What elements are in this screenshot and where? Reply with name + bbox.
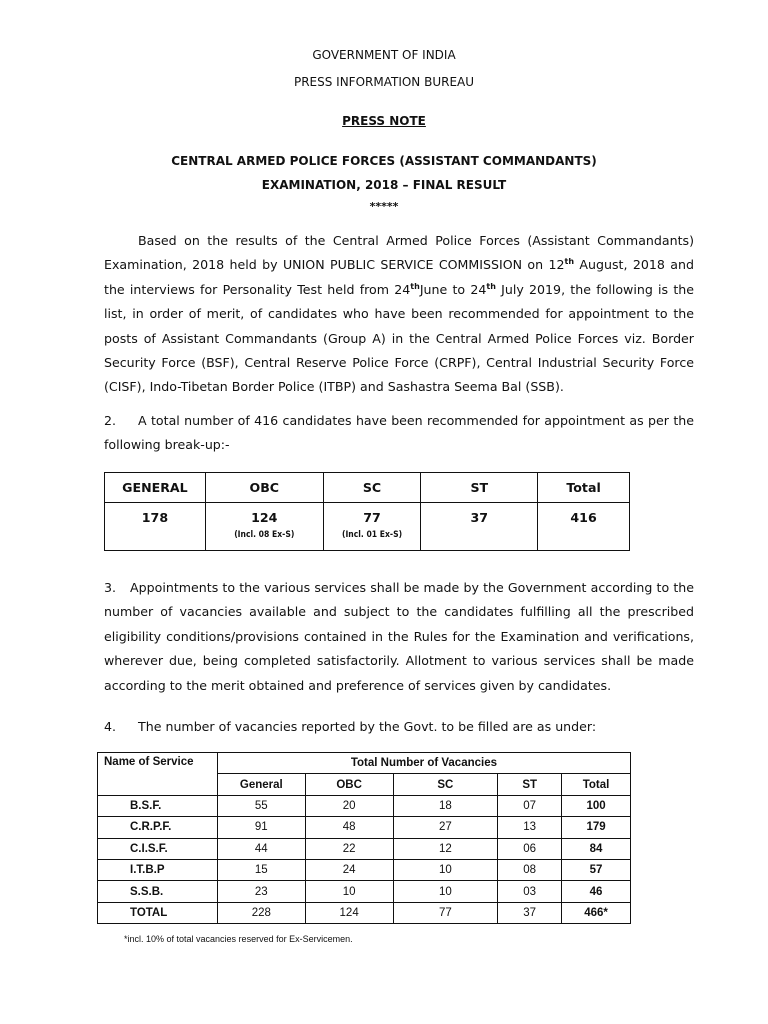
vacancy-total-cell: 46 — [562, 881, 631, 902]
vacancy-cell: 07 — [498, 795, 562, 816]
vacancy-cell: 77 — [393, 902, 498, 923]
vacancy-cell: 15 — [217, 859, 305, 880]
breakup-cell — [323, 503, 421, 551]
table-row — [98, 795, 631, 816]
vacancy-cell: 124 — [305, 902, 393, 923]
superscript-th: th — [410, 281, 420, 291]
superscript-th: th — [486, 281, 496, 291]
vacancy-total-cell: 84 — [562, 838, 631, 859]
service-name: B.S.F. — [98, 795, 218, 816]
breakup-cell — [538, 503, 630, 551]
breakup-table — [104, 472, 630, 551]
vacancy-cell: 06 — [498, 838, 562, 859]
breakup-header-cell: ST — [421, 473, 538, 503]
vacancy-column-header: OBC — [305, 774, 393, 795]
vacancy-cell: 12 — [393, 838, 498, 859]
total-vacancies-header: Total Number of Vacancies — [217, 753, 630, 774]
document-title-line1: CENTRAL ARMED POLICE FORCES (ASSISTANT COMMANDANTS) — [171, 154, 597, 168]
vacancy-column-header: Total — [562, 774, 631, 795]
paragraph-1-part2: August, 2018 and the interviews for Personality Test held from 24 — [104, 257, 695, 297]
service-name: I.T.B.P — [98, 859, 218, 880]
vacancy-cell: 10 — [393, 881, 498, 902]
paragraph-2-text: A total number of 416 candidates have been recommended for appointment as per the following break-up:- — [104, 413, 694, 453]
vacancy-cell: 37 — [498, 902, 562, 923]
table-row — [98, 817, 631, 838]
paragraph-4-text: The number of vacancies reported by the Govt. to be filled are as under: — [138, 719, 597, 734]
service-name: TOTAL — [98, 902, 218, 923]
document-title-line2: EXAMINATION, 2018 – FINAL RESULT — [261, 178, 507, 192]
vacancy-cell: 10 — [393, 859, 498, 880]
breakup-cell — [421, 503, 538, 551]
paragraph-3 — [104, 576, 694, 698]
paragraph-1-part3: June to 24 — [419, 281, 487, 297]
vacancy-cell: 24 — [305, 859, 393, 880]
breakup-value: 178 — [141, 510, 169, 525]
breakup-value: 37 — [470, 510, 489, 525]
paragraph-1-part4: July 2019, the following is the list, in order of merit, of candidates who have been recommended for appointment to the posts of Assistant Commandants (Group A) in the Central Armed Police Forces viz. Border Security Force (BSF), Central Reserve Police Force (CRPF), Central Industrial Security Force (CISF), Indo-Tibetan Border Police (ITBP) and Sashastra Seema Bal (SSB). — [104, 281, 694, 395]
govt-header: GOVERNMENT OF INDIA — [312, 48, 456, 62]
paragraph-2-number: 2. — [104, 413, 117, 428]
title-stars: ***** — [369, 200, 399, 213]
vacancy-cell: 18 — [393, 795, 498, 816]
vacancy-total-cell: 466* — [562, 902, 631, 923]
breakup-cell — [205, 503, 323, 551]
vacancy-table — [97, 752, 631, 924]
breakup-value: 77 — [363, 510, 381, 525]
vacancy-cell: 10 — [305, 881, 393, 902]
paragraph-4 — [104, 715, 694, 739]
paragraph-4-number: 4. — [104, 719, 117, 734]
vacancy-cell: 08 — [498, 859, 562, 880]
vacancy-total-cell: 179 — [562, 817, 631, 838]
service-name-header: Name of Service — [98, 753, 218, 796]
vacancy-cell: 20 — [305, 795, 393, 816]
vacancy-column-header: SC — [393, 774, 498, 795]
breakup-header-cell: GENERAL — [105, 473, 206, 503]
table-row — [98, 838, 631, 859]
vacancy-total-cell: 100 — [562, 795, 631, 816]
vacancy-cell: 22 — [305, 838, 393, 859]
vacancy-cell: 13 — [498, 817, 562, 838]
breakup-header-cell: SC — [323, 473, 421, 503]
vacancy-header-row — [98, 753, 631, 774]
vacancy-total-cell: 57 — [562, 859, 631, 880]
vacancy-cell: 91 — [217, 817, 305, 838]
service-name: S.S.B. — [98, 881, 218, 902]
breakup-note: (Incl. 01 Ex-S) — [341, 530, 403, 540]
paragraph-1 — [104, 229, 694, 400]
service-name: C.R.P.F. — [98, 817, 218, 838]
press-note-heading: PRESS NOTE — [342, 114, 426, 128]
paragraph-1-part1: Based on the results of the Central Armed Police Forces (Assistant Commandants) Examination, 2018 held by UNION PUBLIC SERVICE COMMISSION on 12 — [104, 233, 694, 273]
paragraph-2 — [104, 409, 694, 458]
breakup-value: 124 — [251, 510, 278, 525]
breakup-header-row — [105, 473, 630, 503]
vacancy-column-header: General — [217, 774, 305, 795]
breakup-header-cell: Total — [538, 473, 630, 503]
paragraph-3-text: Appointments to the various services shall be made by the Government according to the number of vacancies available and subject to the candidates fulfilling all the prescribed eligibility conditions/provisions contained in the Rules for the Examination and verifications, wherever due, being completed satisfactorily. Allotment to various services shall be made according to the merit obtained and preference of services given by candidates. — [104, 580, 694, 693]
vacancy-column-header: ST — [498, 774, 562, 795]
table-row — [98, 881, 631, 902]
breakup-header-cell: OBC — [205, 473, 323, 503]
bureau-header: PRESS INFORMATION BUREAU — [293, 75, 475, 89]
vacancy-cell: 44 — [217, 838, 305, 859]
breakup-value: 416 — [570, 510, 597, 525]
breakup-value-row — [105, 503, 630, 551]
vacancy-cell: 23 — [217, 881, 305, 902]
vacancy-cell: 48 — [305, 817, 393, 838]
vacancy-cell: 03 — [498, 881, 562, 902]
superscript-th: th — [564, 257, 575, 267]
breakup-note: (Incl. 08 Ex-S) — [234, 530, 295, 540]
breakup-cell — [105, 503, 206, 551]
table-row — [98, 859, 631, 880]
vacancy-cell: 27 — [393, 817, 498, 838]
vacancy-cell: 55 — [217, 795, 305, 816]
paragraph-3-number: 3. — [104, 580, 117, 595]
table-total-row — [98, 902, 631, 923]
vacancy-cell: 228 — [217, 902, 305, 923]
service-name: C.I.S.F. — [98, 838, 218, 859]
footnote: *incl. 10% of total vacancies reserved for Ex-Servicemen. — [124, 934, 353, 944]
